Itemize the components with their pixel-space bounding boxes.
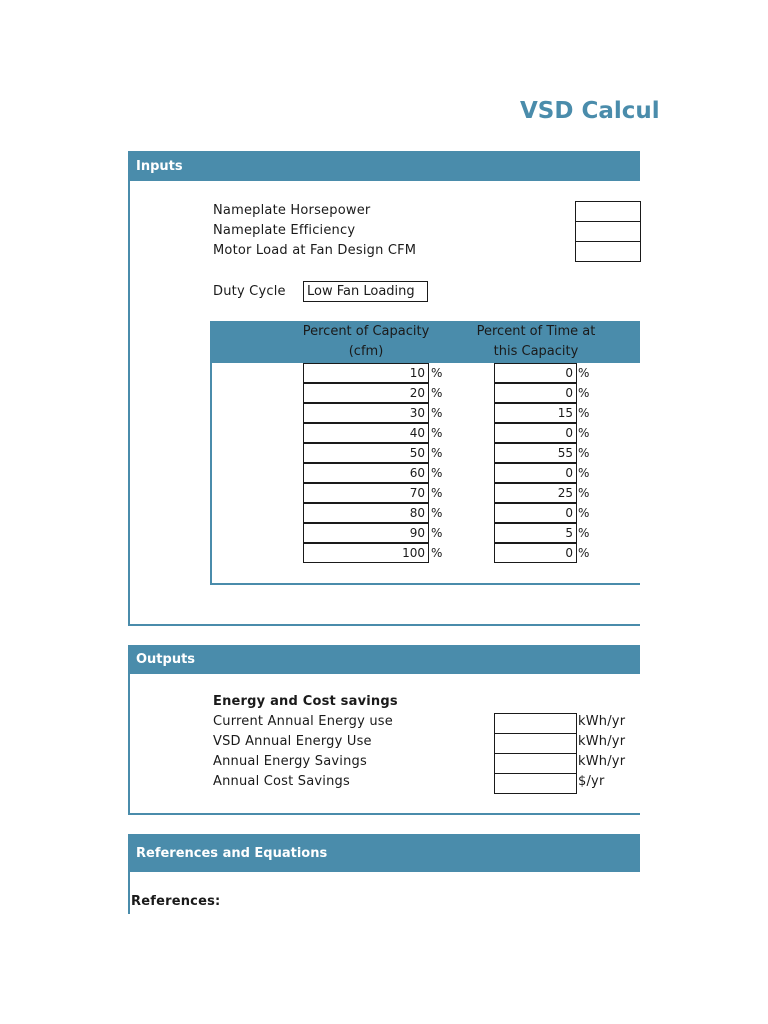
capacity-cell[interactable]: 50 bbox=[303, 443, 429, 463]
references-label: References: bbox=[131, 894, 221, 909]
page-title: VSD Calcul bbox=[520, 98, 660, 124]
time-cell[interactable]: 0 bbox=[494, 423, 577, 443]
capacity-cell[interactable]: 10 bbox=[303, 363, 429, 383]
output-unit: kWh/yr bbox=[578, 714, 626, 729]
capacity-cell[interactable]: 90 bbox=[303, 523, 429, 543]
motor-load-input[interactable] bbox=[575, 241, 641, 262]
capacity-unit: % bbox=[431, 506, 443, 520]
references-section-left-border bbox=[128, 834, 130, 914]
nameplate-efficiency-label: Nameplate Efficiency bbox=[213, 223, 356, 238]
time-header-line1: Percent of Time at bbox=[476, 324, 596, 339]
capacity-header-line1: Percent of Capacity bbox=[302, 324, 430, 339]
capacity-unit: % bbox=[431, 406, 443, 420]
time-unit: % bbox=[578, 466, 590, 480]
capacity-unit: % bbox=[431, 486, 443, 500]
output-unit: kWh/yr bbox=[578, 734, 626, 749]
output-label: VSD Annual Energy Use bbox=[213, 734, 372, 749]
time-unit: % bbox=[578, 386, 590, 400]
time-cell[interactable]: 0 bbox=[494, 363, 577, 383]
capacity-cell[interactable]: 100 bbox=[303, 543, 429, 563]
time-cell[interactable]: 25 bbox=[494, 483, 577, 503]
capacity-unit: % bbox=[431, 526, 443, 540]
output-value-cell[interactable] bbox=[494, 733, 577, 754]
time-cell[interactable]: 0 bbox=[494, 463, 577, 483]
time-unit: % bbox=[578, 426, 590, 440]
references-section-header bbox=[128, 834, 640, 872]
capacity-cell[interactable]: 80 bbox=[303, 503, 429, 523]
output-label: Annual Energy Savings bbox=[213, 754, 367, 769]
output-unit: kWh/yr bbox=[578, 754, 626, 769]
capacity-unit: % bbox=[431, 426, 443, 440]
nameplate-efficiency-input[interactable] bbox=[575, 221, 641, 242]
time-unit: % bbox=[578, 506, 590, 520]
capacity-unit: % bbox=[431, 366, 443, 380]
capacity-unit: % bbox=[431, 386, 443, 400]
capacity-unit: % bbox=[431, 466, 443, 480]
capacity-unit: % bbox=[431, 446, 443, 460]
time-cell[interactable]: 15 bbox=[494, 403, 577, 423]
duty-table-bottom-border bbox=[210, 583, 640, 585]
inputs-section-header bbox=[128, 151, 640, 181]
capacity-cell[interactable]: 30 bbox=[303, 403, 429, 423]
nameplate-horsepower-input[interactable] bbox=[575, 201, 641, 222]
output-label: Current Annual Energy use bbox=[213, 714, 393, 729]
inputs-section-left-border bbox=[128, 151, 130, 626]
time-unit: % bbox=[578, 546, 590, 560]
output-label: Annual Cost Savings bbox=[213, 774, 350, 789]
duty-cycle-select[interactable]: Low Fan Loading bbox=[303, 281, 428, 302]
outputs-section-bottom-border bbox=[128, 813, 640, 815]
capacity-cell[interactable]: 40 bbox=[303, 423, 429, 443]
output-value-cell[interactable] bbox=[494, 713, 577, 734]
inputs-header-label: Inputs bbox=[136, 158, 183, 174]
time-unit: % bbox=[578, 366, 590, 380]
capacity-cell[interactable]: 20 bbox=[303, 383, 429, 403]
inputs-section-bottom-border bbox=[128, 624, 640, 626]
capacity-cell[interactable]: 70 bbox=[303, 483, 429, 503]
time-cell[interactable]: 5 bbox=[494, 523, 577, 543]
output-value-cell[interactable] bbox=[494, 773, 577, 794]
duty-table-left-border bbox=[210, 321, 212, 585]
time-unit: % bbox=[578, 486, 590, 500]
references-header-label: References and Equations bbox=[136, 845, 328, 861]
time-cell[interactable]: 0 bbox=[494, 383, 577, 403]
time-unit: % bbox=[578, 406, 590, 420]
nameplate-horsepower-label: Nameplate Horsepower bbox=[213, 203, 371, 218]
output-unit: $/yr bbox=[578, 774, 605, 789]
motor-load-label: Motor Load at Fan Design CFM bbox=[213, 243, 417, 258]
time-cell[interactable]: 55 bbox=[494, 443, 577, 463]
capacity-cell[interactable]: 60 bbox=[303, 463, 429, 483]
time-header-line2: this Capacity bbox=[493, 344, 579, 359]
energy-cost-savings-heading: Energy and Cost savings bbox=[213, 694, 398, 709]
outputs-section-header bbox=[128, 645, 640, 674]
output-value-cell[interactable] bbox=[494, 753, 577, 774]
capacity-unit: % bbox=[431, 546, 443, 560]
capacity-header-line2: (cfm) bbox=[348, 344, 384, 359]
time-cell[interactable]: 0 bbox=[494, 503, 577, 523]
time-unit: % bbox=[578, 446, 590, 460]
duty-cycle-label: Duty Cycle bbox=[213, 284, 286, 299]
time-cell[interactable]: 0 bbox=[494, 543, 577, 563]
time-unit: % bbox=[578, 526, 590, 540]
outputs-header-label: Outputs bbox=[136, 652, 196, 667]
outputs-section-left-border bbox=[128, 645, 130, 815]
